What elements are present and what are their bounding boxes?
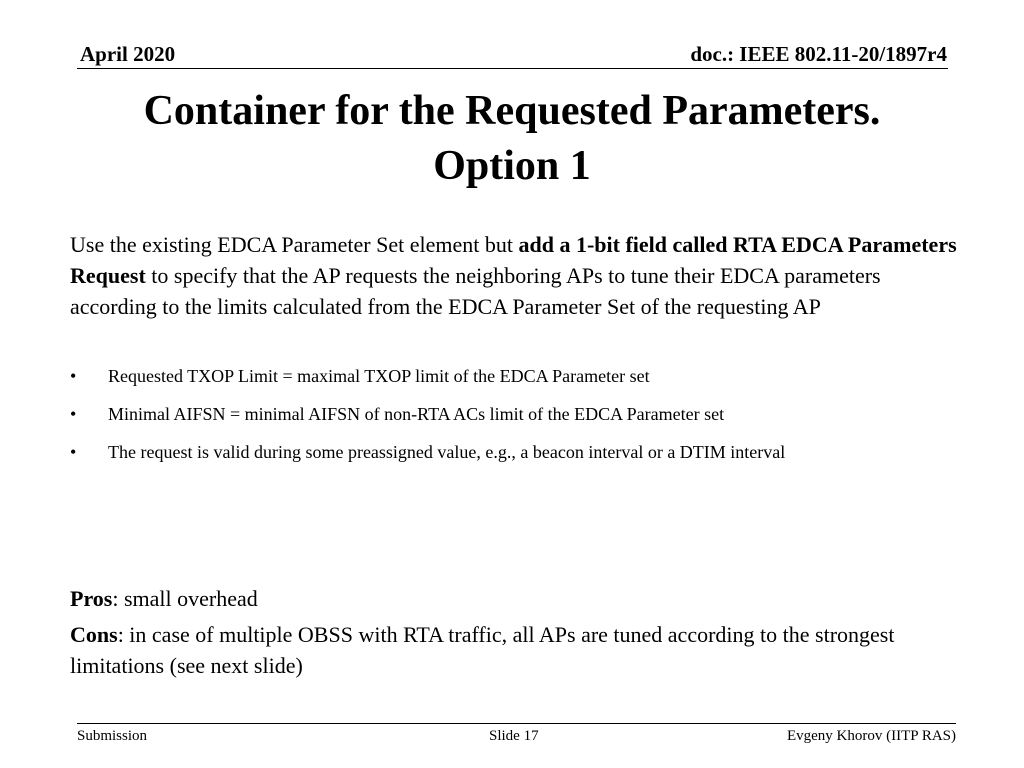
header-divider: [77, 68, 948, 69]
header-doc-id: doc.: IEEE 802.11-20/1897r4: [690, 42, 947, 66]
slide-title-line-2: Option 1: [433, 143, 591, 189]
intro-paragraph: [70, 229, 960, 322]
pros-text: : small overhead: [112, 586, 258, 611]
footer-divider: [77, 723, 956, 724]
bullet-item: [70, 398, 950, 431]
cons-label: Cons: [70, 622, 118, 647]
pros-label: Pros: [70, 586, 113, 611]
bullet-dot-icon: •: [70, 366, 77, 386]
intro-text-before: Use the existing EDCA Parameter Set element but: [70, 232, 519, 257]
bullet-dot-icon: •: [70, 442, 77, 462]
footer-author: Evgeny Khorov (IITP RAS): [786, 728, 956, 744]
intro-bold-text: add a 1-bit field called RTA EDCA Parameters Request: [70, 232, 957, 288]
bullet-text: Requested TXOP Limit = maximal TXOP limit of the EDCA Parameter set: [108, 366, 650, 386]
bullet-item: [70, 360, 950, 393]
footer-slide-number: Slide 17: [489, 728, 539, 744]
pros-line: [70, 583, 960, 614]
intro-text-after: to specify that the AP requests the neighboring APs to tune their EDCA parameters according to the limits calculated from the EDCA Parameter Set of the requesting AP: [70, 263, 881, 319]
slide-title: [60, 84, 964, 194]
bullet-item: [70, 436, 950, 469]
bullet-text: Minimal AIFSN = minimal AIFSN of non-RTA ACs limit of the EDCA Parameter set: [108, 404, 725, 424]
bullet-dot-icon: •: [70, 404, 77, 424]
bullet-text: The request is valid during some preassigned value, e.g., a beacon interval or a DTIM interval: [108, 442, 786, 462]
cons-text: : in case of multiple OBSS with RTA traffic, all APs are tuned according to the strongest limitations (see next slide): [70, 622, 895, 678]
slide-title-line-1: Container for the Requested Parameters.: [143, 88, 881, 134]
cons-line: [70, 619, 960, 681]
footer-submission: Submission: [77, 728, 148, 744]
bullet-list: [70, 360, 950, 474]
header-date: April 2020: [80, 42, 176, 66]
